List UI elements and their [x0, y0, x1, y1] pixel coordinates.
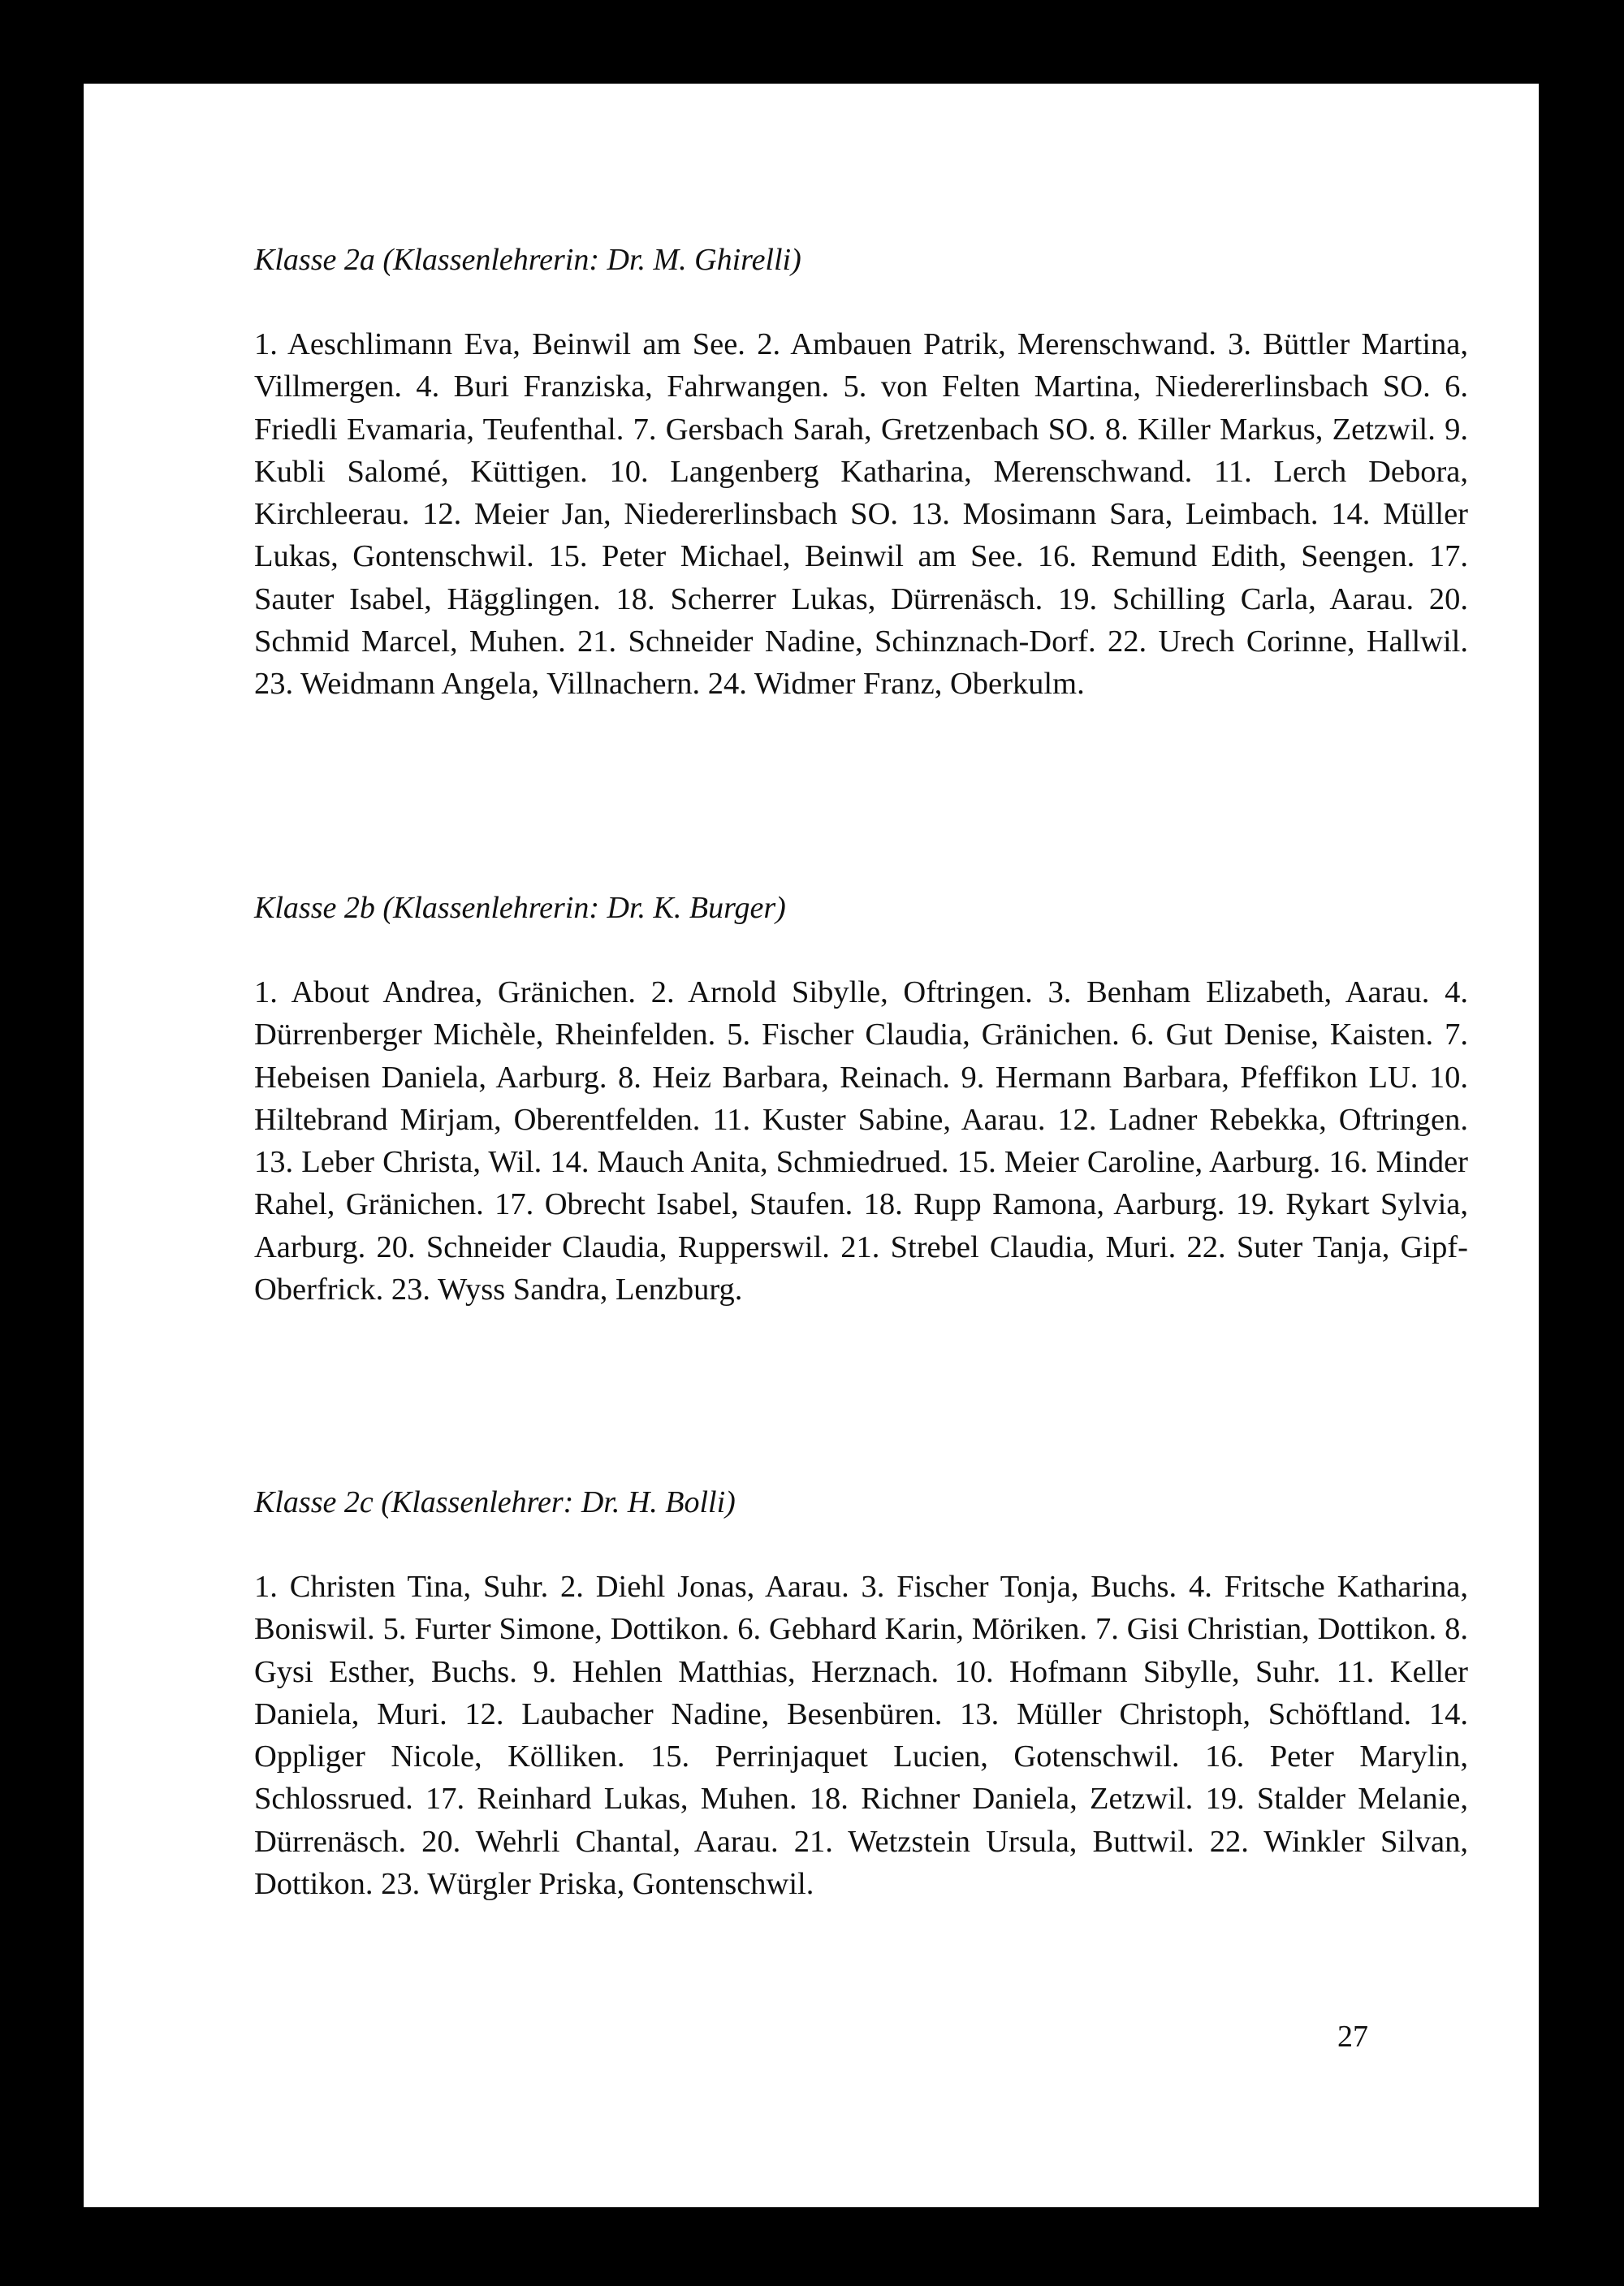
class-2c-heading: Klasse 2c (Klassenlehrer: Dr. H. Bolli)	[254, 1485, 736, 1519]
class-2b-section	[254, 888, 1468, 1311]
class-2b-student-list: 1. About Andrea, Gränichen. 2. Arnold Sibylle, Oftringen. 3. Benham Elizabeth, Aarau. 4. Dürrenberger Michèle, Rheinfelden. 5. Fischer Claudia, Gränichen. 6. Gut Denise, Kaisten. 7. Hebeisen Daniela, Aarburg. 8. Heiz Barbara, Reinach. 9. Hermann Barbara, Pfeffikon LU. 10. Hiltebrand Mirjam, Oberentfelden. 11. Kuster Sabine, Aarau. 12. Ladner Rebekka, Oftringen. 13. Leber Christa, Wil. 14. Mauch Anita, Schmiedrued. 15. Meier Caroline, Aarburg. 16. Minder Rahel, Gränichen. 17. Obrecht Isabel, Staufen. 18. Rupp Ramona, Aarburg. 19. Rykart Sylvia, Aarburg. 20. Schneider Claudia, Rupperswil. 21. Strebel Claudia, Muri. 22. Suter Tanja, Gipf-Oberfrick. 23. Wyss Sandra, Lenzburg.	[254, 975, 1468, 1307]
class-2a-student-list: 1. Aeschlimann Eva, Beinwil am See. 2. Ambauen Patrik, Merenschwand. 3. Büttler Martina, Villmergen. 4. Buri Franziska, Fahrwangen. 5. von Felten Martina, Niedererlinsbach SO. 6. Friedli Evamaria, Teufenthal. 7. Gersbach Sarah, Gretzenbach SO. 8. Killer Markus, Zetzwil. 9. Kubli Salomé, Küttigen. 10. Langenberg Katharina, Merenschwand. 11. Lerch Debora, Kirchleerau. 12. Meier Jan, Niedererlinsbach SO. 13. Mosimann Sara, Leimbach. 14. Müller Lukas, Gontenschwil. 15. Peter Michael, Beinwil am See. 16. Remund Edith, Seengen. 17. Sauter Isabel, Hägglingen. 18. Scherrer Lukas, Dürrenäsch. 19. Schilling Carla, Aarau. 20. Schmid Marcel, Muhen. 21. Schneider Nadine, Schinznach-Dorf. 22. Urech Corinne, Hallwil. 23. Weidmann Angela, Villnachern. 24. Widmer Franz, Oberkulm.	[254, 327, 1468, 702]
page-number: 27	[1337, 2020, 1368, 2054]
class-2a-heading: Klasse 2a (Klassenlehrerin: Dr. M. Ghirelli)	[254, 243, 801, 277]
class-2c-section	[254, 1482, 1468, 1905]
document-page	[84, 84, 1539, 2207]
class-2b-heading: Klasse 2b (Klassenlehrerin: Dr. K. Burger)	[254, 891, 786, 925]
class-2a-section	[254, 240, 1468, 706]
class-2c-student-list: 1. Christen Tina, Suhr. 2. Diehl Jonas, Aarau. 3. Fischer Tonja, Buchs. 4. Fritsche Katharina, Boniswil. 5. Furter Simone, Dottikon. 6. Gebhard Karin, Möriken. 7. Gisi Christian, Dottikon. 8. Gysi Esther, Buchs. 9. Hehlen Matthias, Herznach. 10. Hofmann Sibylle, Suhr. 11. Keller Daniela, Muri. 12. Laubacher Nadine, Besenbüren. 13. Müller Christoph, Schöftland. 14. Oppliger Nicole, Kölliken. 15. Perrinjaquet Lucien, Gotenschwil. 16. Peter Marylin, Schlossrued. 17. Reinhard Lukas, Muhen. 18. Richner Daniela, Zetzwil. 19. Stalder Melanie, Dürrenäsch. 20. Wehrli Chantal, Aarau. 21. Wetzstein Ursula, Buttwil. 22. Winkler Silvan, Dottikon. 23. Würgler Priska, Gontenschwil.	[254, 1570, 1468, 1902]
